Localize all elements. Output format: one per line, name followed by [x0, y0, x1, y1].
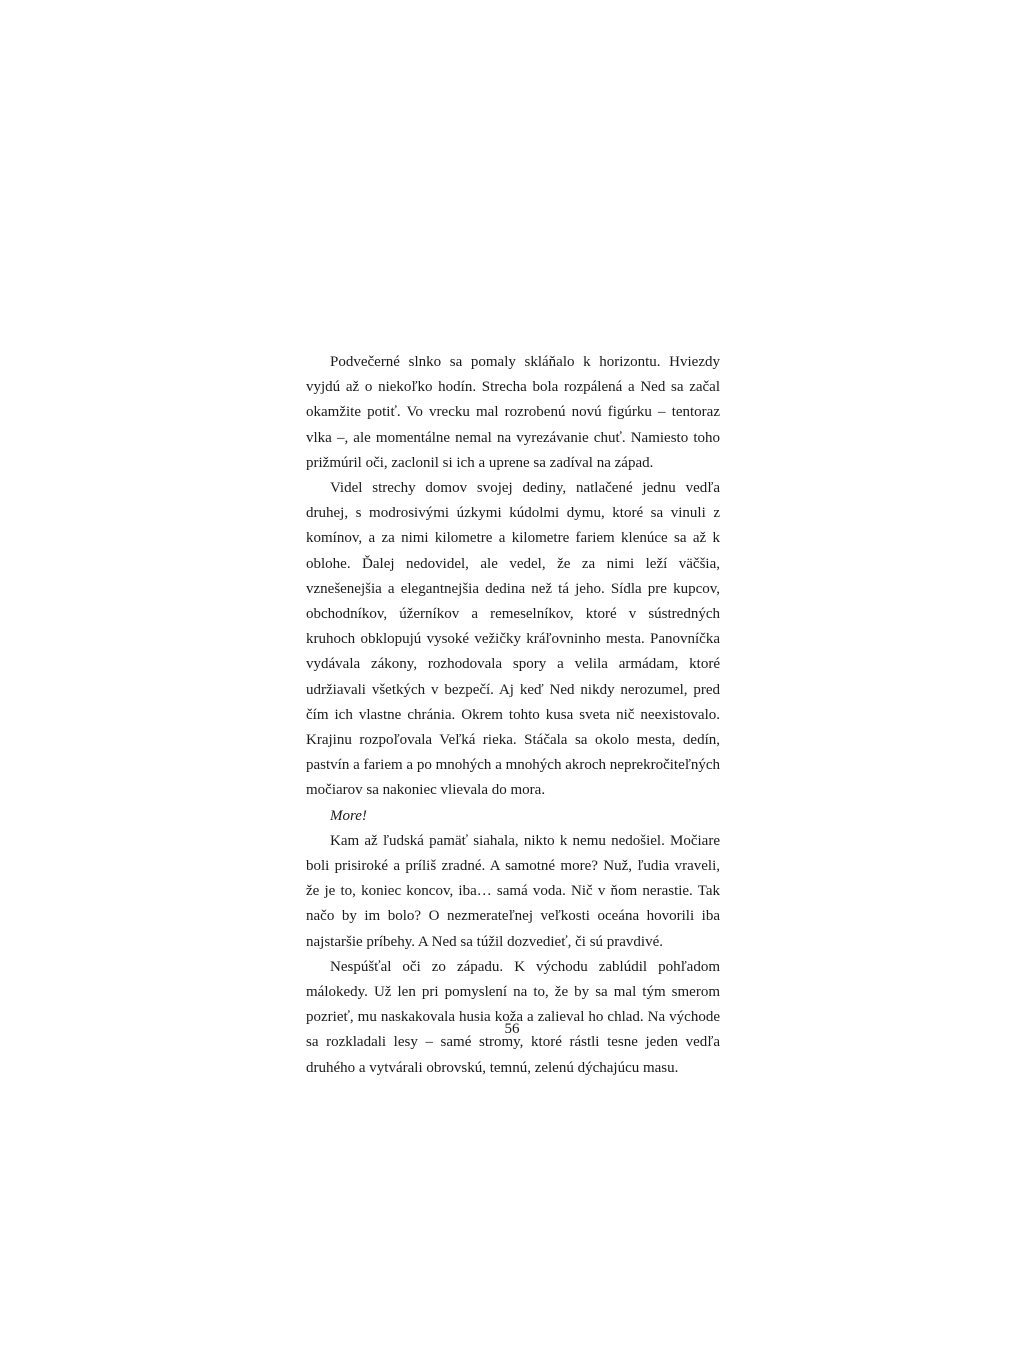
paragraph-exclamation: More! — [330, 807, 367, 824]
page-number: 56 — [504, 1021, 520, 1037]
paragraph: Nespúšťal oči zo západu. K východu zablúdil pohľadom málokedy. Už len pri pomyslení na to, že by sa mal tým smerom pozrieť, mu naskakovala husia koža a zalieval ho chlad. Na východe sa rozkladali lesy – samé stromy, ktoré rástli tesne jeden vedľa druhého a vytvárali obrovskú, temnú, zelenú dýchajúcu masu. — [306, 958, 720, 1076]
paragraph: Videl strechy domov svojej dediny, natlačené jednu vedľa druhej, s modrosivými úzkymi kúdolmi dymu, ktoré sa vinuli z komínov, a za nimi kilometre a kilometre fariem klenúce sa až k oblohe. Ďalej nedovidel, ale vedel, že za nimi leží väčšia, vznešenejšia a elegantnejšia dedina než tá jeho. Sídla pre kupcov, obchodníkov, úžerníkov a remeselníkov, ktoré v sústredných kruhoch obklopujú vysoké vežičky kráľovninho mesta. Panovníčka vydávala zákony, rozhodovala spory a velila armádam, ktoré udržiavali všetkých v bezpečí. Aj keď Ned nikdy nerozumel, pred čím ich vlastne chránia. Okrem tohto kusa sveta nič neexistovalo. Krajinu rozpoľovala Veľká rieka. Stáčala sa okolo mesta, dedín, pastvín a fariem a po mnohých a mnohých akroch neprekročiteľných močiarov sa nakoniec vlievala do mora. — [306, 480, 720, 799]
paragraph: Podvečerné slnko sa pomaly skláňalo k horizontu. Hviezdy vyjdú až o niekoľko hodín. Strecha bola rozpálená a Ned sa začal okamžite potiť. Vo vrecku mal rozrobenú novú figúrku – tentoraz vlka –, ale momentálne nemal na vyrezávanie chuť. Namiesto toho prižmúril oči, zaclonil si ich a uprene sa zadíval na západ. — [306, 354, 720, 471]
paragraph: Kam až ľudská pamäť siahala, nikto k nemu nedošiel. Močiare boli prisiroké a príliš zradné. A samotné more? Nuž, ľudia vraveli, že je to, koniec koncov, iba… samá voda. Nič v ňom nerastie. Tak načo by im bolo? O nezmerateľnej veľkosti oceána hovorili iba najstaršie príbehy. A Ned sa túžil dozvedieť, či sú pravdivé. — [306, 832, 720, 950]
body-text — [306, 350, 720, 1081]
